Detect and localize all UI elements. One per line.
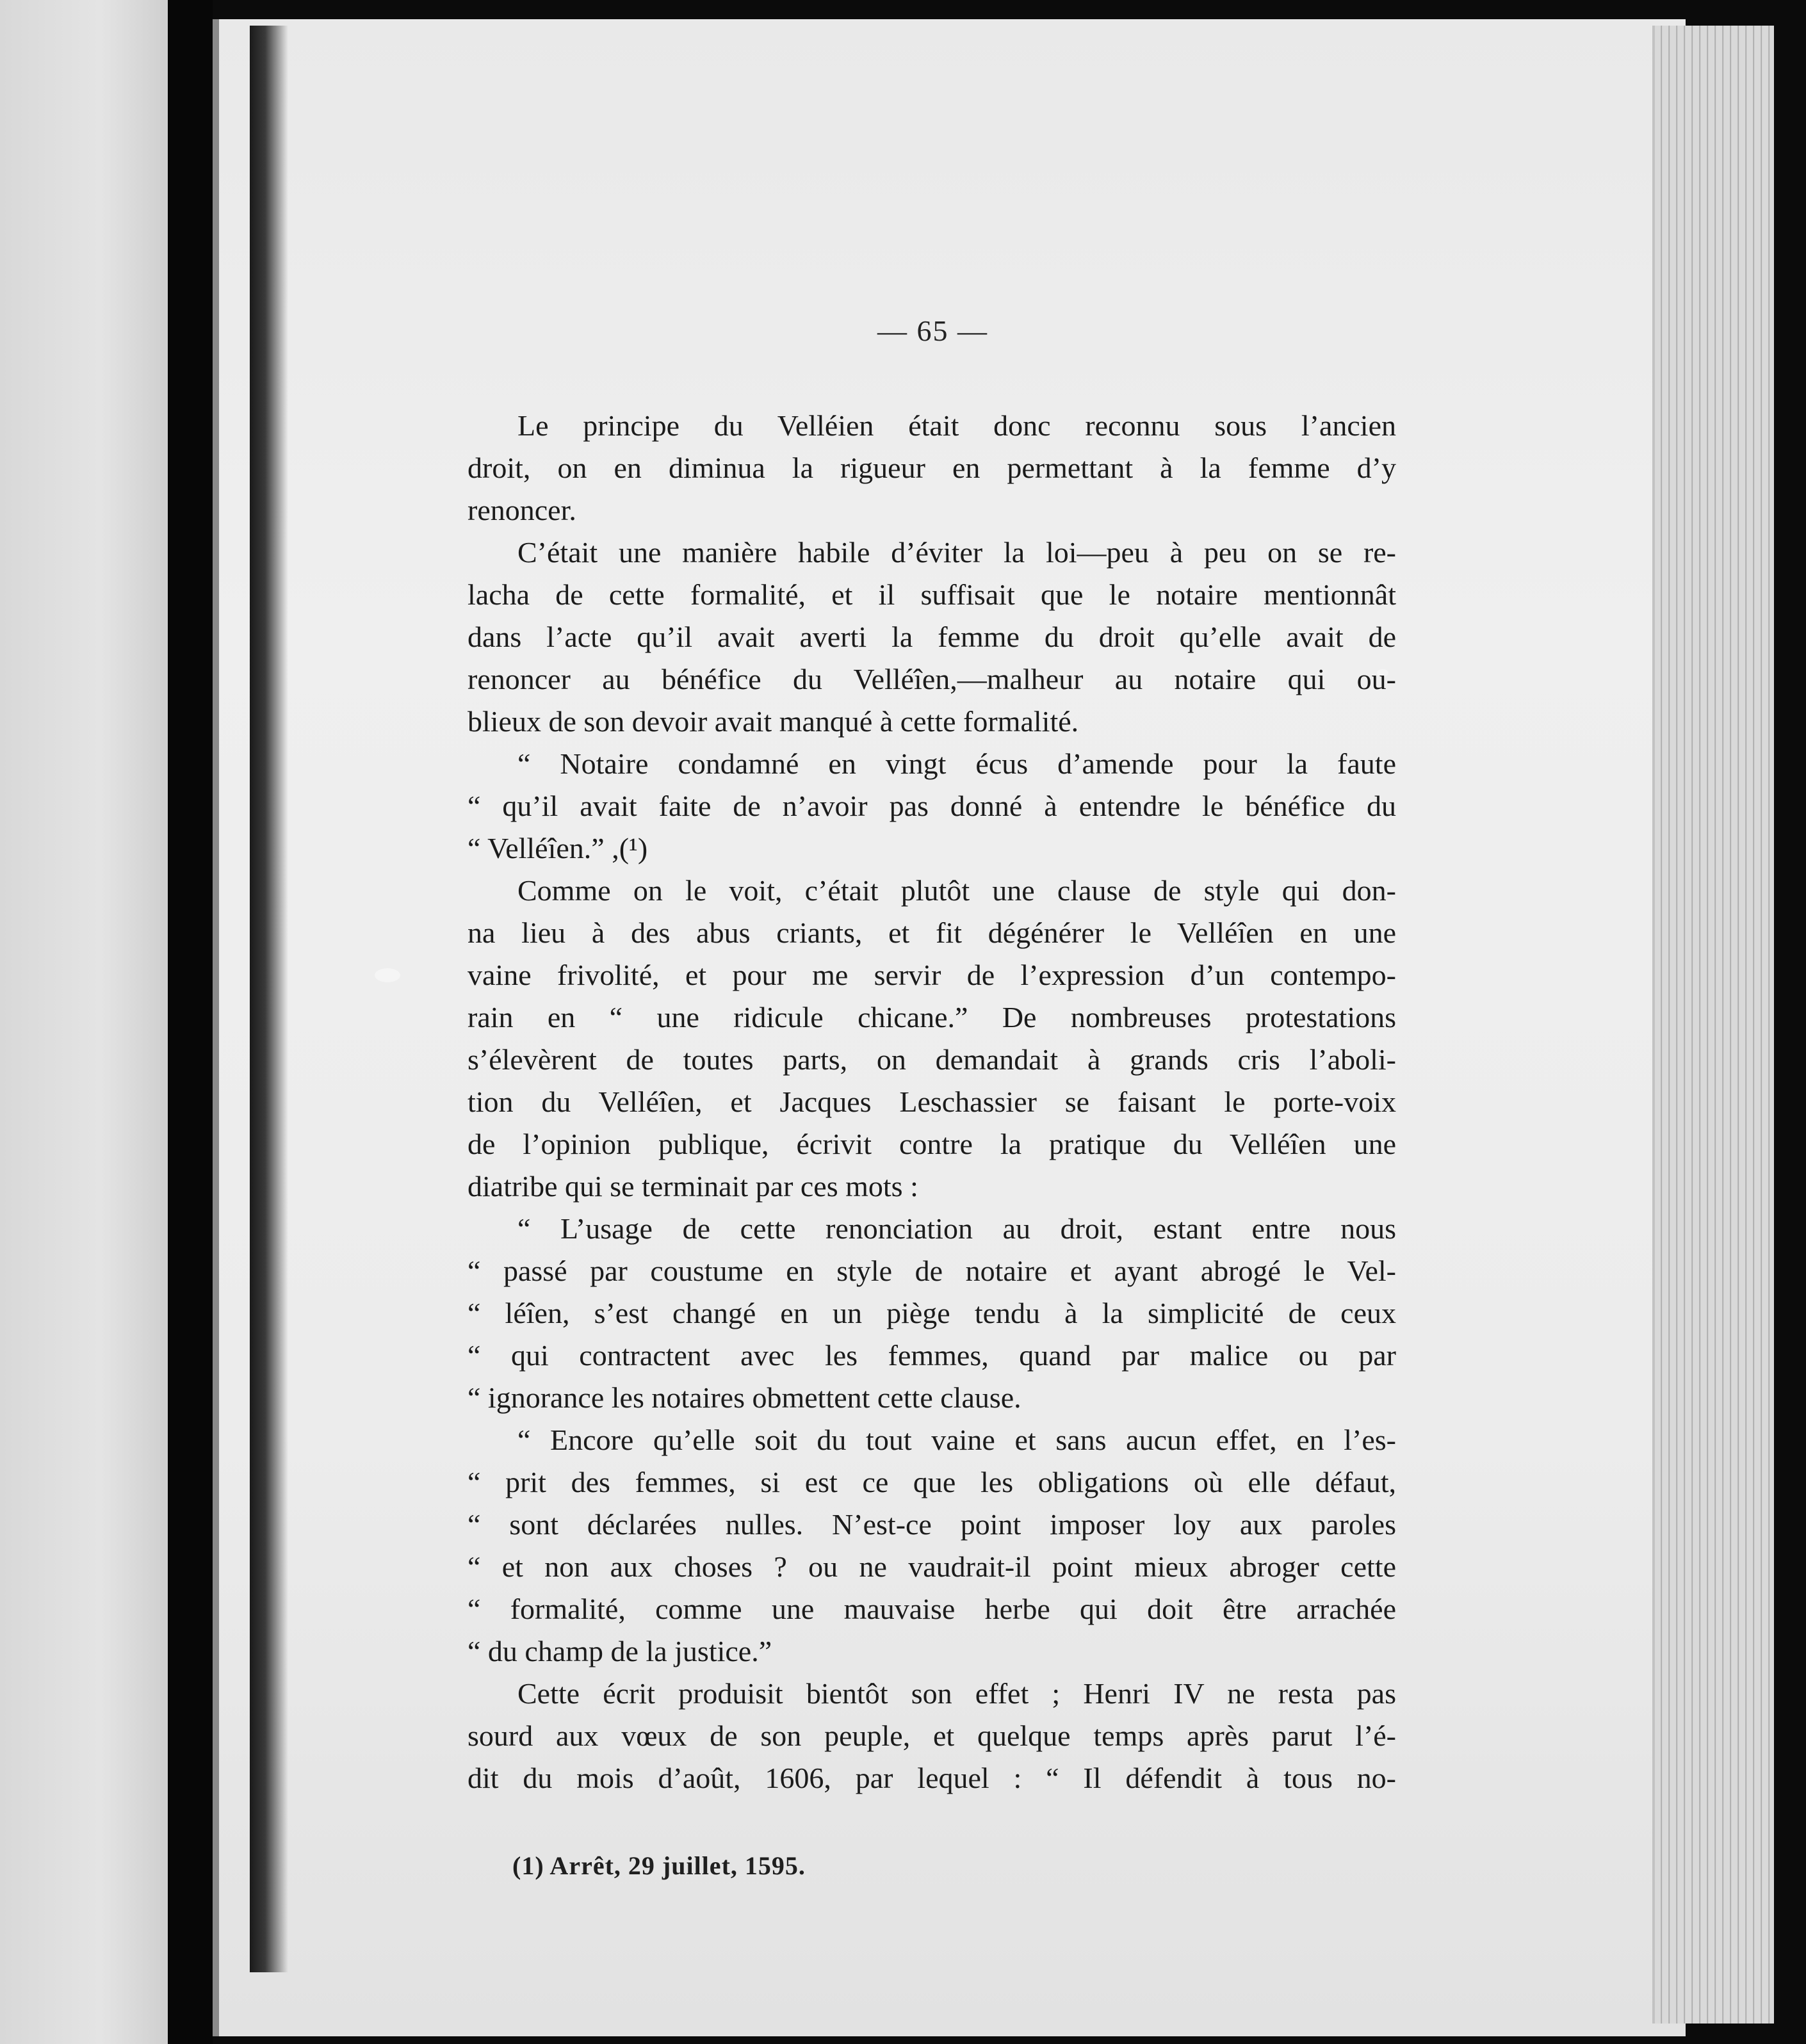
book-gutter <box>168 0 213 2044</box>
text-line: renoncer. <box>468 494 576 526</box>
text-line: Comme on le voit, c’était plutôt une clause de style qui don- <box>517 874 1396 907</box>
text-line: “ L’usage de cette renonciation au droit, estant entre nous <box>517 1212 1396 1245</box>
binding-shadow <box>250 26 288 1972</box>
left-facing-page <box>0 0 168 2044</box>
page-edges <box>1652 26 1777 2024</box>
text-line: “ formalité, comme une mauvaise herbe qui doit être arrachée <box>468 1593 1396 1625</box>
text-line: “ sont déclarées nulles. N’est-ce point imposer loy aux paroles <box>468 1508 1396 1541</box>
text-line: “ qu’il avait faite de n’avoir pas donné à entendre le bénéfice du <box>468 790 1396 822</box>
text-line: Le principe du Velléien était donc reconnu sous l’ancien <box>517 409 1396 442</box>
text-line: s’élevèrent de toutes parts, on demandait à grands cris l’aboli- <box>468 1043 1396 1076</box>
text-line: dit du mois d’août, 1606, par lequel : “ Il défendit à tous no- <box>468 1762 1396 1794</box>
text-line: “ et non aux choses ? ou ne vaudrait-il point mieux abroger cette <box>468 1550 1396 1583</box>
text-line: diatribe qui se terminait par ces mots : <box>468 1170 918 1203</box>
text-line: “ Velléîen.” ,(¹) <box>468 832 648 864</box>
footnote: (1) Arrêt, 29 juillet, 1595. <box>512 1851 806 1880</box>
page-body-text <box>468 405 1396 1799</box>
text-line: dans l’acte qu’il avait averti la femme du droit qu’elle avait de <box>468 620 1396 653</box>
text-line: renoncer au bénéfice du Velléîen,—malheur au notaire qui ou- <box>468 663 1396 695</box>
text-line: de l’opinion publique, écrivit contre la pratique du Velléîen une <box>468 1128 1396 1160</box>
text-line: droit, on en diminua la rigueur en permettant à la femme d’y <box>468 451 1396 484</box>
paper-speck <box>375 968 400 982</box>
text-line: sourd aux vœux de son peuple, et quelque temps après parut l’é- <box>468 1719 1396 1752</box>
text-line: tion du Velléîen, et Jacques Leschassier se faisant le porte-voix <box>468 1085 1396 1118</box>
text-line: “ prit des femmes, si est ce que les obligations où elle défaut, <box>468 1466 1396 1498</box>
text-line: “ passé par coustume en style de notaire et ayant abrogé le Vel- <box>468 1254 1396 1287</box>
scan-border <box>1774 0 1806 2044</box>
text-line: na lieu à des abus criants, et fit dégénérer le Velléîen en une <box>468 916 1396 949</box>
text-line: blieux de son devoir avait manqué à cette formalité. <box>468 705 1079 738</box>
text-line: “ du champ de la justice.” <box>468 1635 772 1667</box>
text-line: vaine frivolité, et pour me servir de l’expression d’un contempo- <box>468 959 1396 991</box>
text-line: “ léîen, s’est changé en un piège tendu à la simplicité de ceux <box>468 1297 1396 1329</box>
text-line: lacha de cette formalité, et il suffisait que le notaire mentionnât <box>468 578 1396 611</box>
text-line: “ qui contractent avec les femmes, quand par malice ou par <box>468 1339 1396 1372</box>
text-line: “ ignorance les notaires obmettent cette clause. <box>468 1381 1021 1414</box>
text-line: “ Encore qu’elle soit du tout vaine et sans aucun effet, en l’es- <box>517 1424 1396 1456</box>
page-number: — 65 — <box>877 314 988 347</box>
text-line: “ Notaire condamné en vingt écus d’amende pour la faute <box>517 747 1396 780</box>
text-line: Cette écrit produisit bientôt son effet ; Henri IV ne resta pas <box>517 1677 1396 1710</box>
text-line: rain en “ une ridicule chicane.” De nombreuses protestations <box>468 1001 1396 1034</box>
text-line: C’était une manière habile d’éviter la loi—peu à peu on se re- <box>517 536 1396 569</box>
